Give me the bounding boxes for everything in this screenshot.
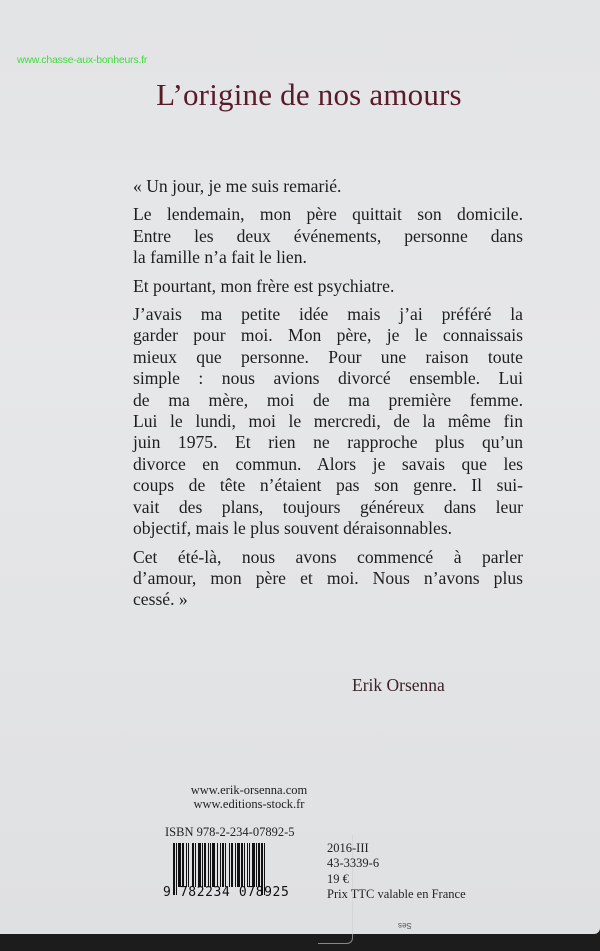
blurb-line: cessé. » <box>133 589 188 610</box>
blurb-line: vait des plans, toujours généreux dans leur <box>133 496 523 517</box>
edition-meta <box>327 841 466 903</box>
blurb-paragraph <box>133 547 523 611</box>
blurb-paragraph <box>133 204 523 268</box>
barcode <box>173 843 301 887</box>
blurb-line: objectif, mais le plus souvent déraisonnables. <box>133 518 453 539</box>
edition-code: 2016-III <box>327 841 369 855</box>
blurb-line: « Un jour, je me suis remarié. <box>133 176 342 196</box>
blurb-line: divorce en commun. Alors je savais que les <box>133 453 523 474</box>
blurb-line: Entre les deux événements, personne dans <box>133 225 523 246</box>
blurb-line: Et pourtant, mon frère est psychiatre. <box>133 275 395 296</box>
barcode-digits: 9 782234 078925 <box>163 885 290 900</box>
blurb-line: garder pour moi. Mon père, je le connaissais <box>133 325 523 346</box>
blurb-line: juin 1975. Et rien ne rapproche plus qu’un <box>133 432 523 453</box>
author-website[interactable]: www.erik-orsenna.com <box>190 783 308 797</box>
price: 19 € <box>327 871 349 886</box>
website-list <box>169 783 329 811</box>
publisher-website[interactable]: www.editions-stock.fr <box>193 797 305 811</box>
blurb-paragraph <box>133 304 523 539</box>
blurb-paragraph <box>133 276 523 297</box>
blurb-paragraph <box>133 176 523 197</box>
isbn-label: ISBN 978-2-234-07892-5 <box>165 825 295 839</box>
book-title: L’origine de nos amours <box>156 77 462 112</box>
catalog-code: 43-3339-6 <box>327 856 380 871</box>
blurb-text <box>133 176 523 618</box>
author-name: Erik Orsenna <box>352 675 445 695</box>
sticker-text: Ses <box>398 921 412 930</box>
blurb-line: mieux que personne. Pour une raison toute <box>133 346 523 367</box>
blurb-line: simple : nous avions divorcé ensemble. Lui <box>133 368 523 389</box>
price-note: Prix TTC valable en France <box>327 887 466 902</box>
blurb-line: Cet été-là, nous avons commencé à parler <box>133 546 523 567</box>
blurb-line: J’avais ma petite idée mais j’ai préféré la <box>133 304 523 325</box>
blurb-line: de ma mère, moi de ma première femme. <box>133 389 523 410</box>
blurb-line: d’amour, mon père et moi. Nous n’avons plus <box>133 567 523 588</box>
blurb-line: coups de tête n’étaient pas son genre. Il sui- <box>133 475 523 496</box>
watermark-link[interactable]: www.chasse-aux-bonheurs.fr <box>17 54 148 66</box>
blurb-line: la famille n’a fait le lien. <box>133 247 307 268</box>
blurb-line: Lui le lundi, moi le mercredi, de la même fin <box>133 411 523 432</box>
blurb-line: Le lendemain, mon père quittait son domicile. <box>133 204 523 225</box>
